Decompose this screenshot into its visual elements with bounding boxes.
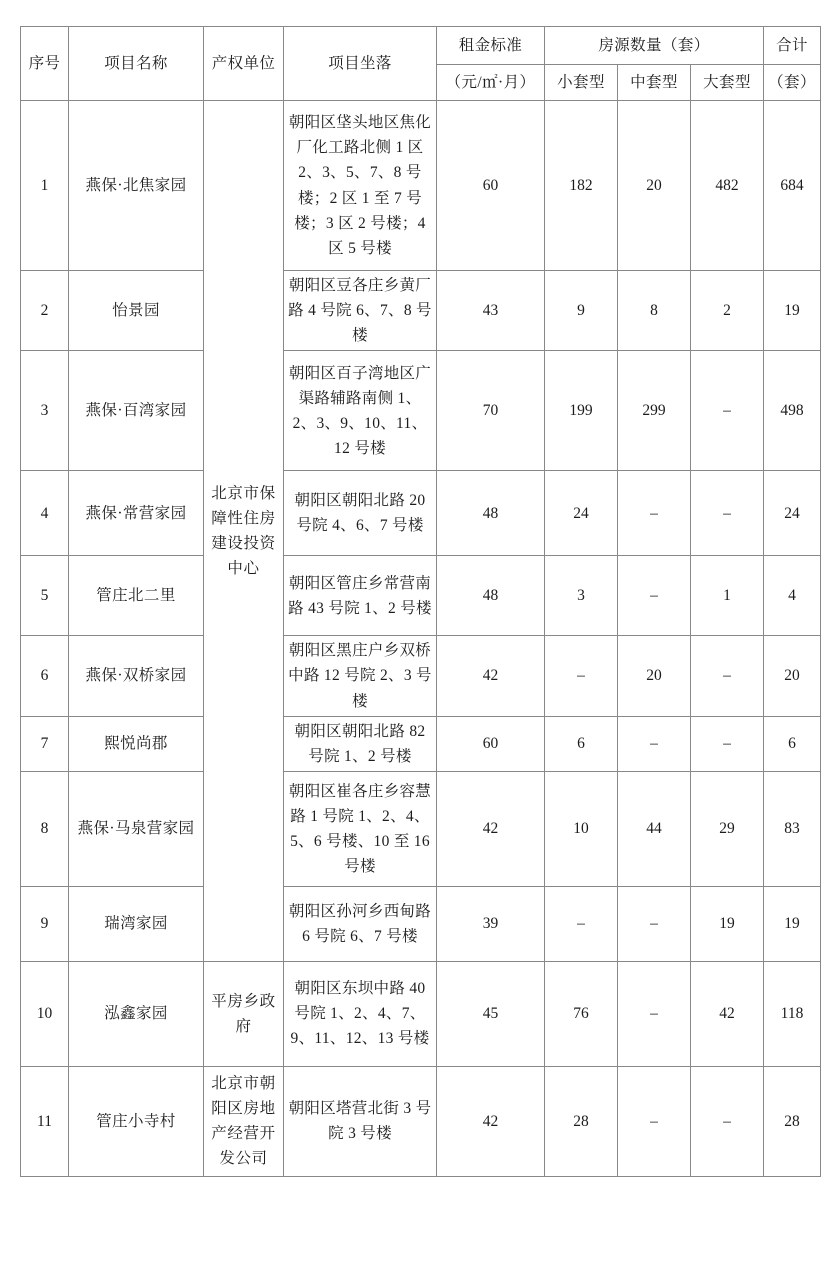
cell-small: 76: [545, 961, 618, 1066]
cell-total: 83: [764, 771, 821, 886]
cell-total: 24: [764, 471, 821, 556]
cell-small: 9: [545, 271, 618, 351]
cell-small: 3: [545, 556, 618, 636]
cell-seq: 8: [21, 771, 69, 886]
cell-location: 朝阳区百子湾地区广渠路辅路南侧 1、2、3、9、10、11、12 号楼: [284, 351, 437, 471]
column-header-total: 合计: [764, 27, 821, 65]
cell-rent: 39: [437, 886, 545, 961]
table-row: [21, 471, 821, 556]
cell-large: 29: [691, 771, 764, 886]
cell-total: 20: [764, 636, 821, 716]
column-header-housing-count-group: 房源数量（套）: [545, 27, 764, 65]
table-row: [21, 716, 821, 771]
cell-rent: 43: [437, 271, 545, 351]
cell-project-name: 瑞湾家园: [69, 886, 204, 961]
cell-small: 6: [545, 716, 618, 771]
column-header-small-type: 小套型: [545, 65, 618, 101]
cell-owner-unit: 平房乡政府: [204, 961, 284, 1066]
cell-total: 684: [764, 101, 821, 271]
cell-seq: 10: [21, 961, 69, 1066]
cell-small: –: [545, 636, 618, 716]
cell-large: 19: [691, 886, 764, 961]
cell-small: 10: [545, 771, 618, 886]
cell-large: 2: [691, 271, 764, 351]
cell-medium: –: [618, 961, 691, 1066]
cell-project-name: 管庄北二里: [69, 556, 204, 636]
cell-seq: 5: [21, 556, 69, 636]
cell-medium: –: [618, 716, 691, 771]
table-row: [21, 636, 821, 716]
cell-medium: 299: [618, 351, 691, 471]
cell-medium: 44: [618, 771, 691, 886]
cell-project-name: 怡景园: [69, 271, 204, 351]
cell-small: 199: [545, 351, 618, 471]
cell-location: 朝阳区朝阳北路 20 号院 4、6、7 号楼: [284, 471, 437, 556]
cell-total: 19: [764, 886, 821, 961]
cell-medium: –: [618, 471, 691, 556]
cell-location: 朝阳区东坝中路 40 号院 1、2、4、7、9、11、12、13 号楼: [284, 961, 437, 1066]
cell-medium: –: [618, 556, 691, 636]
cell-total: 118: [764, 961, 821, 1066]
cell-project-name: 燕保·百湾家园: [69, 351, 204, 471]
cell-total: 19: [764, 271, 821, 351]
table-row: [21, 556, 821, 636]
cell-large: –: [691, 1066, 764, 1176]
cell-total: 4: [764, 556, 821, 636]
cell-seq: 3: [21, 351, 69, 471]
column-header-large-type: 大套型: [691, 65, 764, 101]
column-header-seq: 序号: [21, 27, 69, 101]
column-header-owner-unit: 产权单位: [204, 27, 284, 101]
cell-large: –: [691, 636, 764, 716]
table-row: [21, 1066, 821, 1176]
cell-rent: 45: [437, 961, 545, 1066]
cell-location: 朝阳区管庄乡常营南路 43 号院 1、2 号楼: [284, 556, 437, 636]
cell-rent: 70: [437, 351, 545, 471]
cell-small: 28: [545, 1066, 618, 1176]
cell-small: –: [545, 886, 618, 961]
column-header-medium-type: 中套型: [618, 65, 691, 101]
cell-rent: 60: [437, 716, 545, 771]
column-header-location: 项目坐落: [284, 27, 437, 101]
cell-location: 朝阳区垡头地区焦化厂化工路北侧 1 区 2、3、5、7、8 号楼；2 区 1 至 7 号楼；3 区 2 号楼；4 区 5 号楼: [284, 101, 437, 271]
cell-total: 498: [764, 351, 821, 471]
cell-small: 182: [545, 101, 618, 271]
cell-medium: 20: [618, 636, 691, 716]
column-header-rent-unit: （元/㎡·月）: [437, 65, 545, 101]
cell-large: –: [691, 716, 764, 771]
cell-location: 朝阳区豆各庄乡黄厂路 4 号院 6、7、8 号楼: [284, 271, 437, 351]
cell-location: 朝阳区孙河乡西甸路 6 号院 6、7 号楼: [284, 886, 437, 961]
cell-location: 朝阳区塔营北街 3 号院 3 号楼: [284, 1066, 437, 1176]
table-row: [21, 271, 821, 351]
cell-owner-unit: 北京市朝阳区房地产经营开发公司: [204, 1066, 284, 1176]
table-row: [21, 351, 821, 471]
cell-location: 朝阳区朝阳北路 82 号院 1、2 号楼: [284, 716, 437, 771]
cell-total: 6: [764, 716, 821, 771]
cell-seq: 1: [21, 101, 69, 271]
cell-seq: 7: [21, 716, 69, 771]
table-row: [21, 101, 821, 271]
cell-project-name: 熙悦尚郡: [69, 716, 204, 771]
cell-project-name: 燕保·北焦家园: [69, 101, 204, 271]
table-header: [21, 27, 821, 101]
housing-projects-table: [20, 26, 821, 1177]
cell-project-name: 管庄小寺村: [69, 1066, 204, 1176]
cell-location: 朝阳区崔各庄乡容慧路 1 号院 1、2、4、5、6 号楼、10 至 16 号楼: [284, 771, 437, 886]
table-row: [21, 886, 821, 961]
cell-medium: –: [618, 886, 691, 961]
table-body: [21, 101, 821, 1177]
cell-rent: 42: [437, 1066, 545, 1176]
cell-large: –: [691, 471, 764, 556]
cell-project-name: 燕保·双桥家园: [69, 636, 204, 716]
cell-project-name: 燕保·马泉营家园: [69, 771, 204, 886]
cell-owner-unit: 北京市保障性住房建设投资中心: [204, 101, 284, 962]
cell-seq: 6: [21, 636, 69, 716]
cell-rent: 48: [437, 556, 545, 636]
cell-seq: 9: [21, 886, 69, 961]
cell-rent: 42: [437, 771, 545, 886]
column-header-total-unit: （套）: [764, 65, 821, 101]
table-row: [21, 771, 821, 886]
cell-seq: 4: [21, 471, 69, 556]
cell-medium: 20: [618, 101, 691, 271]
cell-rent: 48: [437, 471, 545, 556]
cell-small: 24: [545, 471, 618, 556]
cell-rent: 60: [437, 101, 545, 271]
cell-medium: –: [618, 1066, 691, 1176]
cell-rent: 42: [437, 636, 545, 716]
cell-medium: 8: [618, 271, 691, 351]
cell-seq: 2: [21, 271, 69, 351]
cell-total: 28: [764, 1066, 821, 1176]
header-row-primary: [21, 27, 821, 65]
cell-location: 朝阳区黑庄户乡双桥中路 12 号院 2、3 号楼: [284, 636, 437, 716]
cell-large: 1: [691, 556, 764, 636]
column-header-rent-standard: 租金标准: [437, 27, 545, 65]
column-header-project-name: 项目名称: [69, 27, 204, 101]
table-row: [21, 961, 821, 1066]
cell-large: –: [691, 351, 764, 471]
cell-seq: 11: [21, 1066, 69, 1176]
cell-large: 42: [691, 961, 764, 1066]
cell-large: 482: [691, 101, 764, 271]
cell-project-name: 燕保·常营家园: [69, 471, 204, 556]
cell-project-name: 泓鑫家园: [69, 961, 204, 1066]
